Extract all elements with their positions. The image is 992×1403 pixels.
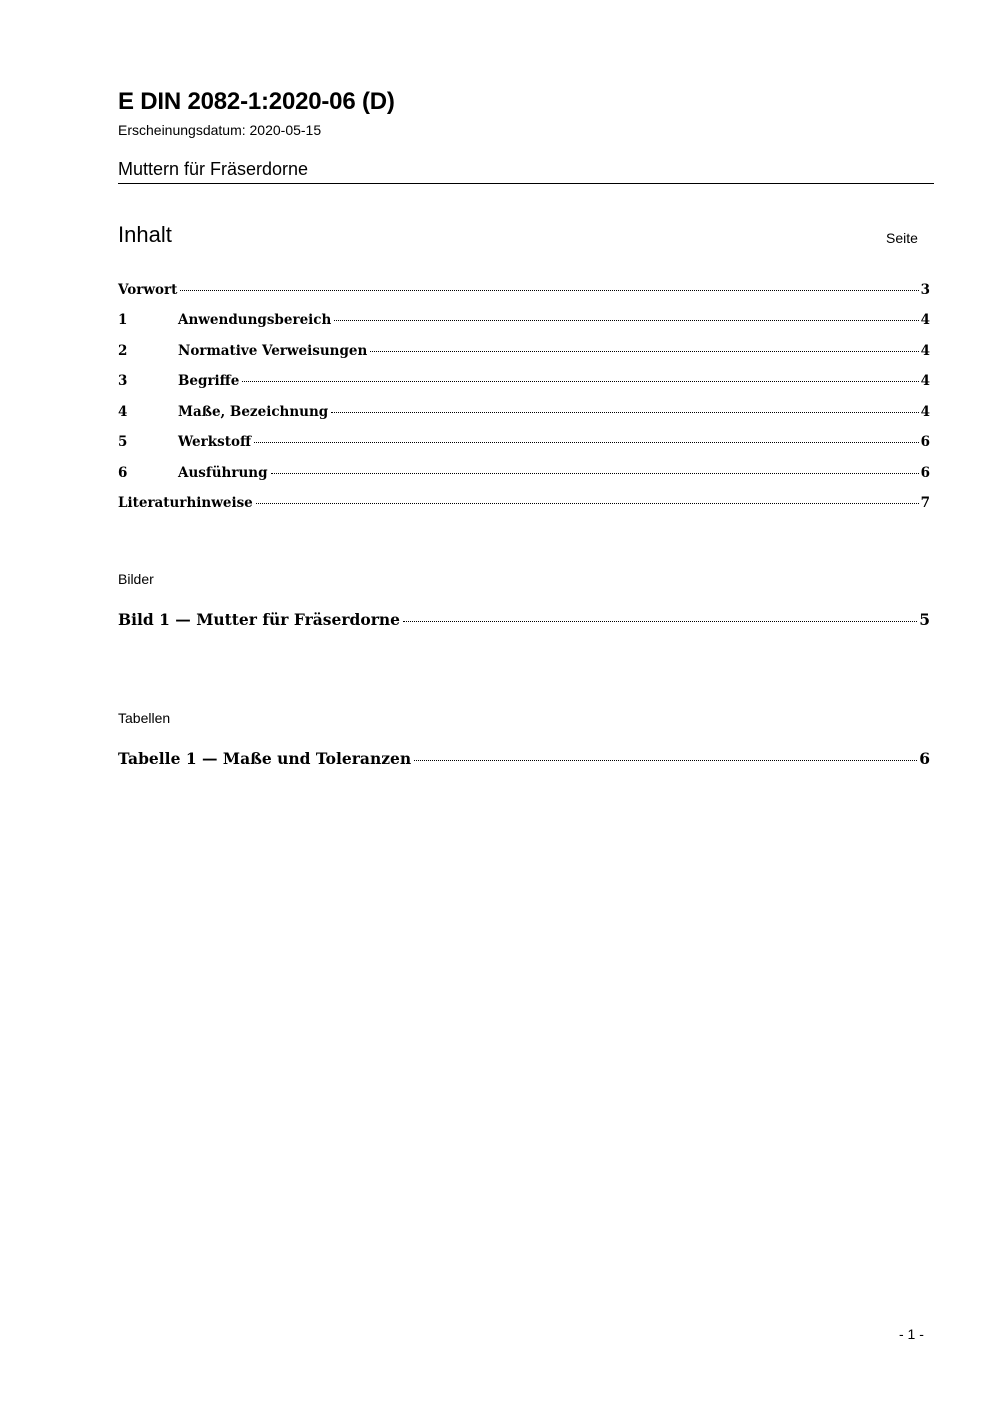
dot-leader bbox=[256, 503, 919, 504]
dot-leader bbox=[331, 412, 918, 413]
dot-leader bbox=[271, 473, 919, 474]
dot-leader bbox=[403, 621, 917, 622]
tables-heading: Tabellen bbox=[118, 710, 171, 726]
toc-entry-number: 4 bbox=[118, 404, 128, 420]
toc-entry-label: Maße, Bezeichnung bbox=[178, 404, 329, 420]
dot-leader bbox=[414, 760, 917, 761]
toc-entry-number: 3 bbox=[118, 373, 128, 389]
toc-entry-label: Ausführung bbox=[178, 465, 268, 481]
toc-entry-label: Vorwort bbox=[118, 282, 178, 298]
page-number: - 1 - bbox=[899, 1326, 924, 1342]
toc-entry-werkstoff[interactable] bbox=[118, 433, 930, 451]
figures-heading: Bilder bbox=[118, 571, 154, 587]
toc-entry-label: Literaturhinweise bbox=[118, 495, 253, 511]
figure-entry-bild-1[interactable] bbox=[118, 610, 930, 630]
table-entry-label: Tabelle 1 — Maße und Toleranzen bbox=[118, 749, 412, 768]
dot-leader bbox=[242, 381, 918, 382]
table-entry-tabelle-1[interactable] bbox=[118, 749, 930, 769]
toc-entry-literaturhinweise[interactable] bbox=[118, 494, 930, 512]
toc-entry-label: Normative Verweisungen bbox=[178, 343, 368, 359]
toc-entry-number: 6 bbox=[118, 465, 128, 481]
dot-leader bbox=[334, 320, 918, 321]
toc-entry-anwendungsbereich[interactable] bbox=[118, 311, 930, 329]
figure-entry-label: Bild 1 — Mutter für Fräserdorne bbox=[118, 610, 401, 629]
toc-entry-page: 6 bbox=[920, 434, 930, 450]
toc-entry-number: 2 bbox=[118, 343, 128, 359]
toc-entry-number: 5 bbox=[118, 434, 128, 450]
toc-entry-ausfuehrung[interactable] bbox=[118, 464, 930, 482]
publication-date: Erscheinungsdatum: 2020-05-15 bbox=[118, 122, 322, 138]
toc-entry-masse-bezeichnung[interactable] bbox=[118, 403, 930, 421]
document-id: E DIN 2082-1:2020-06 (D) bbox=[118, 88, 395, 115]
dot-leader bbox=[370, 351, 918, 352]
toc-entry-page: 6 bbox=[920, 465, 930, 481]
toc-entry-label: Werkstoff bbox=[178, 434, 252, 450]
toc-entry-page: 3 bbox=[920, 282, 930, 298]
toc-entry-label: Begriffe bbox=[178, 373, 240, 389]
toc-entry-page: 4 bbox=[920, 404, 930, 420]
figure-entry-page: 5 bbox=[919, 610, 930, 629]
toc-entry-number: 1 bbox=[118, 312, 128, 328]
table-entry-page: 6 bbox=[919, 749, 930, 768]
toc-entry-page: 4 bbox=[920, 343, 930, 359]
title-divider bbox=[118, 183, 934, 184]
dot-leader bbox=[254, 442, 919, 443]
toc-entry-page: 4 bbox=[920, 373, 930, 389]
dot-leader bbox=[180, 290, 918, 291]
toc-entry-vorwort[interactable] bbox=[118, 281, 930, 299]
toc-entry-page: 7 bbox=[920, 495, 930, 511]
toc-heading: Inhalt bbox=[118, 222, 172, 247]
toc-entry-page: 4 bbox=[920, 312, 930, 328]
toc-entry-normative-verweisungen[interactable] bbox=[118, 342, 930, 360]
document-title: Muttern für Fräserdorne bbox=[118, 159, 309, 179]
page-column-label: Seite bbox=[886, 230, 918, 246]
toc-entry-begriffe[interactable] bbox=[118, 372, 930, 390]
toc-entry-label: Anwendungsbereich bbox=[178, 312, 332, 328]
